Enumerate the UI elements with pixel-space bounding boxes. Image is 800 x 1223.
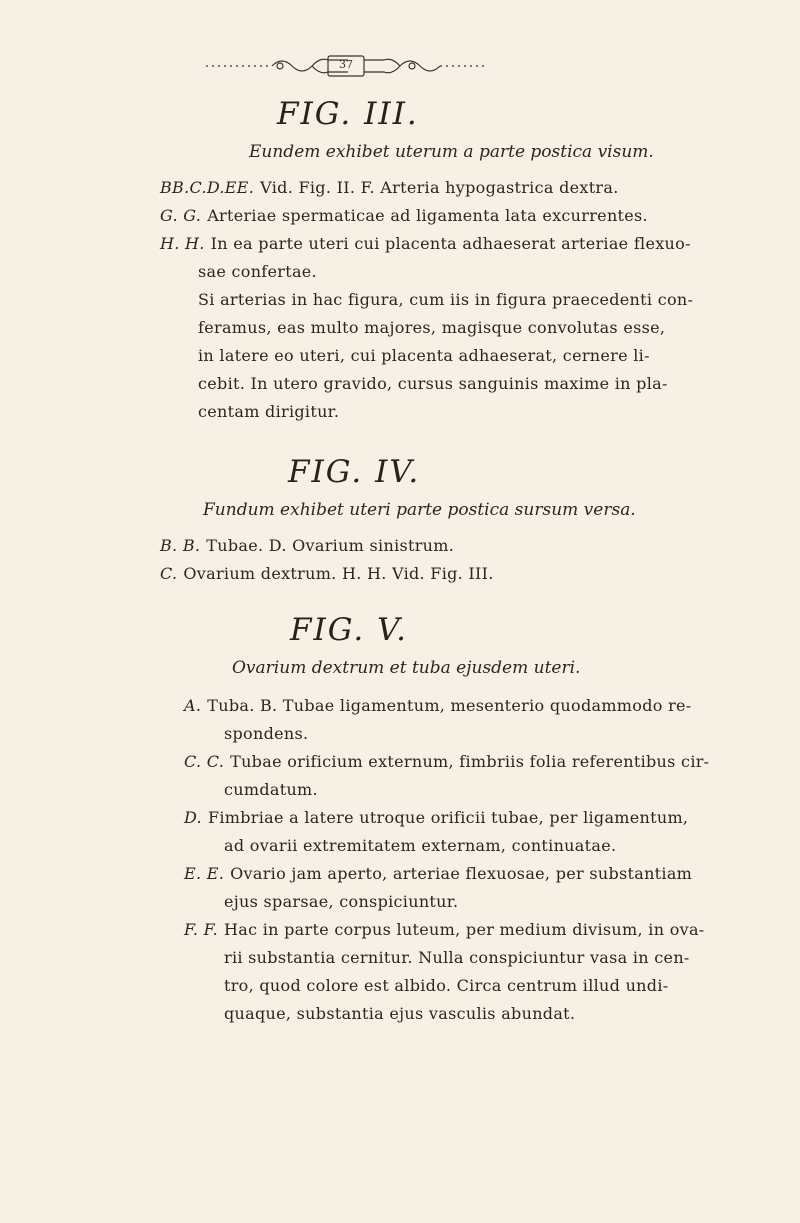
fig5-line-3	[184, 752, 709, 771]
fig5-text-6: ad ovarii extremitatem externam, continuatae.	[224, 836, 617, 855]
fig3-label-2: G. G.	[160, 206, 202, 225]
fig3-line-8	[198, 374, 668, 393]
fig4-text-1: Tubae. D. Ovarium sinistrum.	[206, 536, 455, 555]
fig5-line-11	[224, 976, 668, 995]
fig5-subtitle: Ovarium dextrum et tuba ejusdem uteri.	[232, 658, 581, 678]
fig5-label-3: C. C.	[184, 752, 225, 771]
fig3-line-7	[198, 346, 650, 365]
fig5-text-9: Hac in parte corpus luteum, per medium divisum, in ova-	[223, 920, 705, 939]
fig4-label-2: C.	[160, 564, 178, 583]
fig5-label-5: D.	[184, 808, 202, 827]
fig5-text-5: Fimbriae a latere utroque orificii tubae, per ligamentum,	[207, 808, 689, 827]
fig3-text-6: feramus, eas multo majores, magisque convolutas esse,	[198, 318, 666, 337]
fig5-text-11: tro, quod colore est albido. Circa centrum illud undi-	[224, 976, 669, 995]
fig5-label-9: F. F.	[184, 920, 218, 939]
fig3-line-4	[198, 262, 317, 281]
fig5-line-12	[224, 1004, 575, 1023]
fig3-line-3	[160, 234, 691, 253]
fig5-text-1: Tuba. B. Tubae ligamentum, mesenterio quodammodo re-	[207, 696, 692, 715]
fig5-title: FIG. V.	[290, 612, 408, 648]
fig3-line-9	[198, 402, 339, 421]
fig4-title: FIG. IV.	[288, 454, 421, 490]
fig5-text-10: rii substantia cernitur. Nulla conspiciuntur vasa in cen-	[224, 948, 690, 967]
fig5-label-1: A.	[184, 696, 202, 715]
fig5-line-7	[184, 864, 692, 883]
fig5-line-4	[224, 780, 318, 799]
fig3-text-2: Arteriae spermaticae ad ligamenta lata excurrentes.	[207, 206, 648, 225]
fig3-text-9: centam dirigitur.	[198, 402, 340, 421]
fig5-line-1	[184, 696, 692, 715]
fig4-label-1: B. B.	[160, 536, 201, 555]
fig3-line-6	[198, 318, 665, 337]
fig4-line-2	[160, 564, 494, 583]
fig5-line-2	[224, 724, 308, 743]
fig3-text-7: in latere eo uteri, cui placenta adhaeserat, cernere li-	[198, 346, 650, 365]
fig4-text-2: Ovarium dextrum. H. H. Vid. Fig. III.	[183, 564, 494, 583]
fig4-line-1	[160, 536, 454, 555]
fig3-label-3: H. H.	[160, 234, 205, 253]
fig5-line-9	[184, 920, 705, 939]
fig5-text-8: ejus sparsae, conspiciuntur.	[224, 892, 459, 911]
fig3-line-1	[160, 178, 619, 197]
fig5-line-10	[224, 948, 690, 967]
fig3-label-1: BB.C.D.EE.	[160, 178, 255, 197]
fig3-subtitle: Eundem exhibet uterum a parte postica visum.	[249, 142, 654, 162]
fig5-text-3: Tubae orificium externum, fimbriis folia referentibus cir-	[230, 752, 710, 771]
fig5-text-12: quaque, substantia ejus vasculis abundat.	[224, 1004, 576, 1023]
fig5-text-2: spondens.	[224, 724, 309, 743]
fig5-label-7: E. E.	[184, 864, 225, 883]
fig3-text-8: cebit. In utero gravido, cursus sanguinis maxime in pla-	[198, 374, 668, 393]
fig5-line-6	[224, 836, 616, 855]
fig3-line-2	[160, 206, 648, 225]
fig4-subtitle: Fundum exhibet uteri parte postica sursum versa.	[203, 500, 636, 520]
fig5-text-4: cumdatum.	[224, 780, 318, 799]
fig5-line-8	[224, 892, 458, 911]
fig3-title: FIG. III.	[277, 96, 419, 132]
fig5-text-7: Ovario jam aperto, arteriae flexuosae, per substantiam	[230, 864, 693, 883]
fig3-text-3: In ea parte uteri cui placenta adhaeserat arteriae flexuo-	[210, 234, 691, 253]
fig3-line-5	[198, 290, 693, 309]
fig3-text-5: Si arterias in hac figura, cum iis in figura praecedenti con-	[198, 290, 694, 309]
fig5-line-5	[184, 808, 688, 827]
fig3-text-1: Vid. Fig. II. F. Arteria hypogastrica dextra.	[260, 178, 619, 197]
fig3-text-4: sae confertae.	[198, 262, 317, 281]
page-number: 37	[339, 58, 353, 71]
